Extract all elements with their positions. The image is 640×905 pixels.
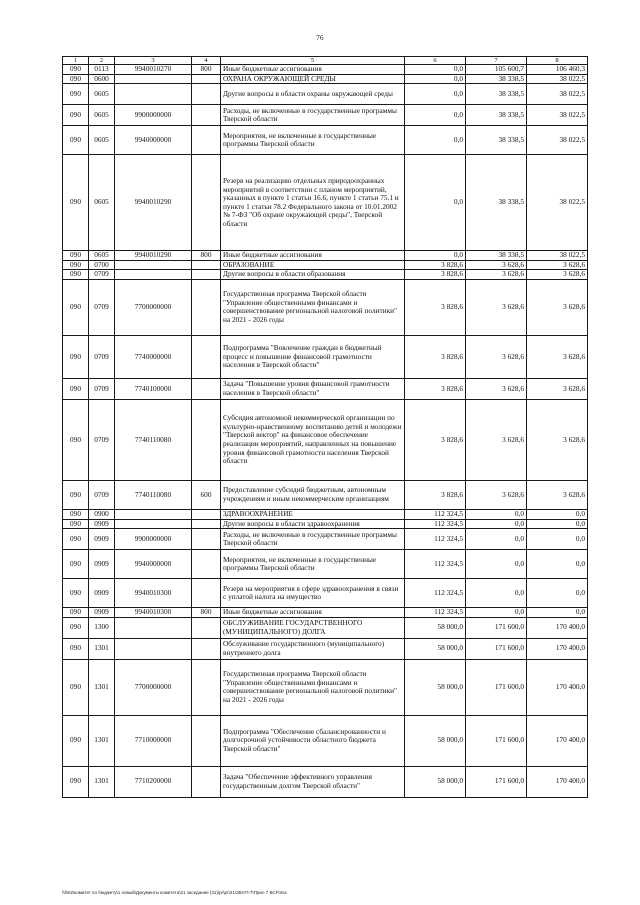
amount-2024-cell: 3 628,6 [527,279,588,335]
amount-2022-cell: 3 828,6 [405,399,466,480]
amount-2023-cell: 171 600,0 [466,715,527,766]
amount-2023-cell: 105 600,7 [466,65,527,75]
amount-2023-cell: 3 628,6 [466,335,527,378]
table-row [63,608,588,618]
amount-2024-cell: 170 400,0 [527,715,588,766]
description-cell: Задача "Повышение уровня финансовой грамотности населения в Тверской области" [221,378,405,399]
table-row [63,270,588,280]
gp-code-cell: 090 [63,509,89,519]
gp-code-cell: 090 [63,399,89,480]
expense-type-cell [192,126,221,155]
amount-2024-cell: 3 628,6 [527,399,588,480]
section-code-cell: 0900 [89,509,115,519]
description-cell: Другие вопросы в области здравоохранения [221,519,405,529]
description-cell: Мероприятия, не включенные в государственные программы Тверской области [221,550,405,579]
amount-2023-cell: 3 628,6 [466,270,527,280]
amount-2024-cell: 0,0 [527,579,588,608]
section-code-cell: 0600 [89,74,115,84]
description-cell: Расходы, не включенные в государственные программы Тверской области [221,105,405,126]
table-row [63,155,588,251]
table-row [63,74,588,84]
target-code-cell: 7740000000 [115,335,192,378]
expense-type-cell [192,509,221,519]
amount-2024-cell: 38 022,5 [527,84,588,105]
amount-2024-cell: 3 628,6 [527,260,588,270]
description-cell: Другие вопросы в области образования [221,270,405,280]
amount-2024-cell: 38 022,5 [527,251,588,261]
gp-code-cell: 090 [63,480,89,509]
expense-type-cell [192,659,221,715]
amount-2022-cell: 0,0 [405,155,466,251]
gp-code-cell: 090 [63,378,89,399]
gp-code-cell: 090 [63,608,89,618]
expense-type-cell [192,519,221,529]
section-code-cell: 1300 [89,617,115,638]
description-cell: Государственная программа Тверской области "Управление общественными финансами и совершенствование региональной налоговой политики" на 2021 - 2026 годы [221,279,405,335]
gp-code-cell: 090 [63,550,89,579]
section-code-cell: 0605 [89,126,115,155]
amount-2022-cell: 58 000,0 [405,617,466,638]
section-code-cell: 0709 [89,399,115,480]
amount-2022-cell: 112 324,5 [405,550,466,579]
amount-2022-cell: 58 000,0 [405,659,466,715]
target-code-cell: 7740110080 [115,480,192,509]
amount-2024-cell: 3 628,6 [527,480,588,509]
table-row [63,251,588,261]
table-row [63,509,588,519]
section-code-cell: 0909 [89,529,115,550]
amount-2022-cell: 3 828,6 [405,279,466,335]
target-code-cell: 9900000000 [115,105,192,126]
description-cell: Государственная программа Тверской области "Управление общественными финансами и совершенствование региональной налоговой политики" на 2021 - 2026 годы [221,659,405,715]
budget-table [62,56,588,798]
gp-code-cell: 090 [63,126,89,155]
amount-2023-cell: 171 600,0 [466,659,527,715]
section-code-cell: 0909 [89,608,115,618]
gp-code-cell: 090 [63,279,89,335]
amount-2022-cell: 0,0 [405,251,466,261]
gp-code-cell: 090 [63,529,89,550]
column-header: 3 [115,57,192,65]
target-code-cell: 7740110080 [115,399,192,480]
amount-2023-cell: 0,0 [466,529,527,550]
table-row [63,529,588,550]
amount-2024-cell: 38 022,5 [527,155,588,251]
expense-type-cell [192,74,221,84]
amount-2023-cell: 0,0 [466,579,527,608]
table-row [63,279,588,335]
expense-type-cell: 800 [192,251,221,261]
target-code-cell: 9940010290 [115,251,192,261]
amount-2022-cell: 3 828,6 [405,270,466,280]
expense-type-cell [192,617,221,638]
amount-2024-cell: 170 400,0 [527,638,588,659]
expense-type-cell [192,766,221,797]
target-code-cell [115,74,192,84]
section-code-cell: 1301 [89,715,115,766]
section-code-cell: 0605 [89,84,115,105]
section-code-cell: 0113 [89,65,115,75]
expense-type-cell [192,715,221,766]
gp-code-cell: 090 [63,84,89,105]
file-path-footer: \\fs02\комитет по бюджету\1 новый\Документы комитета\21 заседание (31)\рг\рг\21\363-П-7\Прил 7 БСР.xlsx [62,890,287,895]
column-header: 1 [63,57,89,65]
table-row [63,659,588,715]
amount-2023-cell: 0,0 [466,509,527,519]
amount-2023-cell: 38 338,5 [466,126,527,155]
section-code-cell: 0709 [89,279,115,335]
expense-type-cell: 800 [192,608,221,618]
expense-type-cell [192,84,221,105]
amount-2022-cell: 112 324,5 [405,519,466,529]
amount-2024-cell: 3 628,6 [527,270,588,280]
target-code-cell [115,84,192,105]
table-row [63,519,588,529]
table-row [63,766,588,797]
amount-2024-cell: 0,0 [527,608,588,618]
expense-type-cell [192,335,221,378]
expense-type-cell [192,260,221,270]
description-cell: Иные бюджетные ассигнования [221,251,405,261]
expense-type-cell: 600 [192,480,221,509]
gp-code-cell: 090 [63,659,89,715]
amount-2023-cell: 171 600,0 [466,766,527,797]
description-cell: Расходы, не включенные в государственные программы Тверской области [221,529,405,550]
section-code-cell: 0709 [89,480,115,509]
expense-type-cell [192,270,221,280]
target-code-cell: 9940010290 [115,155,192,251]
amount-2024-cell: 38 022,5 [527,105,588,126]
gp-code-cell: 090 [63,579,89,608]
description-cell: Обслуживание государственного (муниципального) внутреннего долга [221,638,405,659]
amount-2023-cell: 38 338,5 [466,74,527,84]
amount-2023-cell: 0,0 [466,608,527,618]
description-cell: Предоставление субсидий бюджетным, автономным учреждениям и иным некоммерческим организациям [221,480,405,509]
description-cell: Подпрограмма "Вовлечение граждан в бюджетный процесс и повышение финансовой грамотности населения в Тверской области" [221,335,405,378]
table-row [63,715,588,766]
amount-2023-cell: 38 338,5 [466,155,527,251]
amount-2022-cell: 112 324,5 [405,579,466,608]
expense-type-cell [192,105,221,126]
table-row [63,84,588,105]
gp-code-cell: 090 [63,335,89,378]
section-code-cell: 0709 [89,378,115,399]
amount-2022-cell: 0,0 [405,105,466,126]
amount-2024-cell: 0,0 [527,519,588,529]
amount-2022-cell: 0,0 [405,74,466,84]
section-code-cell: 1301 [89,766,115,797]
gp-code-cell: 090 [63,155,89,251]
gp-code-cell: 090 [63,74,89,84]
amount-2023-cell: 38 338,5 [466,251,527,261]
amount-2023-cell: 38 338,5 [466,105,527,126]
gp-code-cell: 090 [63,715,89,766]
amount-2022-cell: 112 324,5 [405,529,466,550]
gp-code-cell: 090 [63,617,89,638]
gp-code-cell: 090 [63,260,89,270]
gp-code-cell: 090 [63,519,89,529]
expense-type-cell [192,638,221,659]
section-code-cell: 0909 [89,550,115,579]
expense-type-cell [192,155,221,251]
table-row [63,638,588,659]
section-code-cell: 0605 [89,105,115,126]
amount-2024-cell: 170 400,0 [527,617,588,638]
amount-2022-cell: 112 324,5 [405,608,466,618]
description-cell: ОХРАНА ОКРУЖАЮЩЕЙ СРЕДЫ [221,74,405,84]
column-header: 4 [192,57,221,65]
amount-2024-cell: 106 460,3 [527,65,588,75]
amount-2023-cell: 3 628,6 [466,480,527,509]
section-code-cell: 0909 [89,519,115,529]
gp-code-cell: 090 [63,65,89,75]
gp-code-cell: 090 [63,766,89,797]
column-header: 2 [89,57,115,65]
table-row [63,126,588,155]
expense-type-cell [192,550,221,579]
gp-code-cell: 090 [63,270,89,280]
expense-type-cell [192,399,221,480]
description-cell: Субсидия автономной некоммерческой организации по культурно-нравственному воспитанию детей и молодежи "Тверской вектор" на финансовое обеспечение реализации мероприятий, направленных на повышение уровня финансовой грамотности населения Тверской области [221,399,405,480]
table-row [63,480,588,509]
amount-2024-cell: 170 400,0 [527,766,588,797]
amount-2024-cell: 170 400,0 [527,659,588,715]
amount-2023-cell: 3 628,6 [466,279,527,335]
amount-2023-cell: 38 338,5 [466,84,527,105]
target-code-cell: 9940010300 [115,579,192,608]
expense-type-cell: 800 [192,65,221,75]
column-header: 7 [466,57,527,65]
amount-2023-cell: 3 628,6 [466,260,527,270]
amount-2024-cell: 38 022,5 [527,74,588,84]
amount-2024-cell: 3 628,6 [527,378,588,399]
description-cell: ОБСЛУЖИВАНИЕ ГОСУДАРСТВЕННОГО (МУНИЦИПАЛЬНОГО) ДОЛГА [221,617,405,638]
column-header: 5 [221,57,405,65]
description-cell: Мероприятия, не включенные в государственные программы Тверской области [221,126,405,155]
target-code-cell: 9940010270 [115,65,192,75]
gp-code-cell: 090 [63,105,89,126]
amount-2024-cell: 0,0 [527,509,588,519]
expense-type-cell [192,579,221,608]
table-row [63,378,588,399]
amount-2024-cell: 0,0 [527,550,588,579]
target-code-cell [115,509,192,519]
amount-2024-cell: 3 628,6 [527,335,588,378]
section-code-cell: 0709 [89,335,115,378]
amount-2022-cell: 58 000,0 [405,715,466,766]
target-code-cell [115,519,192,529]
table-row [63,105,588,126]
target-code-cell: 9940000000 [115,550,192,579]
target-code-cell: 7710200000 [115,766,192,797]
target-code-cell: 7700000000 [115,279,192,335]
target-code-cell [115,270,192,280]
amount-2022-cell: 0,0 [405,126,466,155]
amount-2022-cell: 3 828,6 [405,480,466,509]
description-cell: Задача "Обеспечение эффективного управления государственным долгом Тверской области" [221,766,405,797]
gp-code-cell: 090 [63,638,89,659]
amount-2023-cell: 0,0 [466,519,527,529]
table-row [63,550,588,579]
target-code-cell [115,617,192,638]
description-cell: Иные бюджетные ассигнования [221,65,405,75]
description-cell: Резерв на реализацию отдельных природоохранных мероприятий в соответствии с планом мероприятий, указанных в пункте 1 статьи 16.6, пункте 1 статьи 75.1 и пункте 1 статьи 78.2 Федерального закона от 10.01.2002 № 7-ФЗ "Об охране окружающей среды", Тверской области [221,155,405,251]
target-code-cell: 7710000000 [115,715,192,766]
amount-2023-cell: 171 600,0 [466,638,527,659]
target-code-cell [115,638,192,659]
amount-2024-cell: 0,0 [527,529,588,550]
amount-2022-cell: 0,0 [405,84,466,105]
column-header: 8 [527,57,588,65]
target-code-cell: 7740100000 [115,378,192,399]
section-code-cell: 0700 [89,260,115,270]
expense-type-cell [192,378,221,399]
amount-2022-cell: 112 324,5 [405,509,466,519]
amount-2022-cell: 0,0 [405,65,466,75]
expense-type-cell [192,279,221,335]
target-code-cell: 9940000000 [115,126,192,155]
description-cell: Резерв на мероприятия в сфере здравоохранения в связи с уплатой налога на имущество [221,579,405,608]
section-code-cell: 1301 [89,659,115,715]
amount-2023-cell: 3 628,6 [466,378,527,399]
description-cell: ЗДРАВООХРАНЕНИЕ [221,509,405,519]
target-code-cell: 9940010300 [115,608,192,618]
target-code-cell: 9900000000 [115,529,192,550]
amount-2023-cell: 171 600,0 [466,617,527,638]
target-code-cell: 7700000000 [115,659,192,715]
section-code-cell: 0709 [89,270,115,280]
amount-2024-cell: 38 022,5 [527,126,588,155]
amount-2022-cell: 3 828,6 [405,335,466,378]
description-cell: Иные бюджетные ассигнования [221,608,405,618]
expense-type-cell [192,529,221,550]
amount-2022-cell: 58 000,0 [405,638,466,659]
section-code-cell: 0605 [89,155,115,251]
description-cell: Подпрограмма "Обеспечение сбалансированности и долгосрочной устойчивости областного бюджета Тверской области" [221,715,405,766]
table-row [63,617,588,638]
table-body [63,65,588,798]
table-row [63,579,588,608]
amount-2023-cell: 0,0 [466,550,527,579]
description-cell: ОБРАЗОВАНИЕ [221,260,405,270]
target-code-cell [115,260,192,270]
description-cell: Другие вопросы в области охраны окружающей среды [221,84,405,105]
page-number: 76 [316,34,324,42]
section-code-cell: 1301 [89,638,115,659]
amount-2023-cell: 3 628,6 [466,399,527,480]
section-code-cell: 0605 [89,251,115,261]
amount-2022-cell: 3 828,6 [405,378,466,399]
amount-2022-cell: 58 000,0 [405,766,466,797]
column-header: 6 [405,57,466,65]
section-code-cell: 0909 [89,579,115,608]
table-row [63,65,588,75]
gp-code-cell: 090 [63,251,89,261]
table-row [63,335,588,378]
table-row [63,399,588,480]
amount-2022-cell: 3 828,6 [405,260,466,270]
